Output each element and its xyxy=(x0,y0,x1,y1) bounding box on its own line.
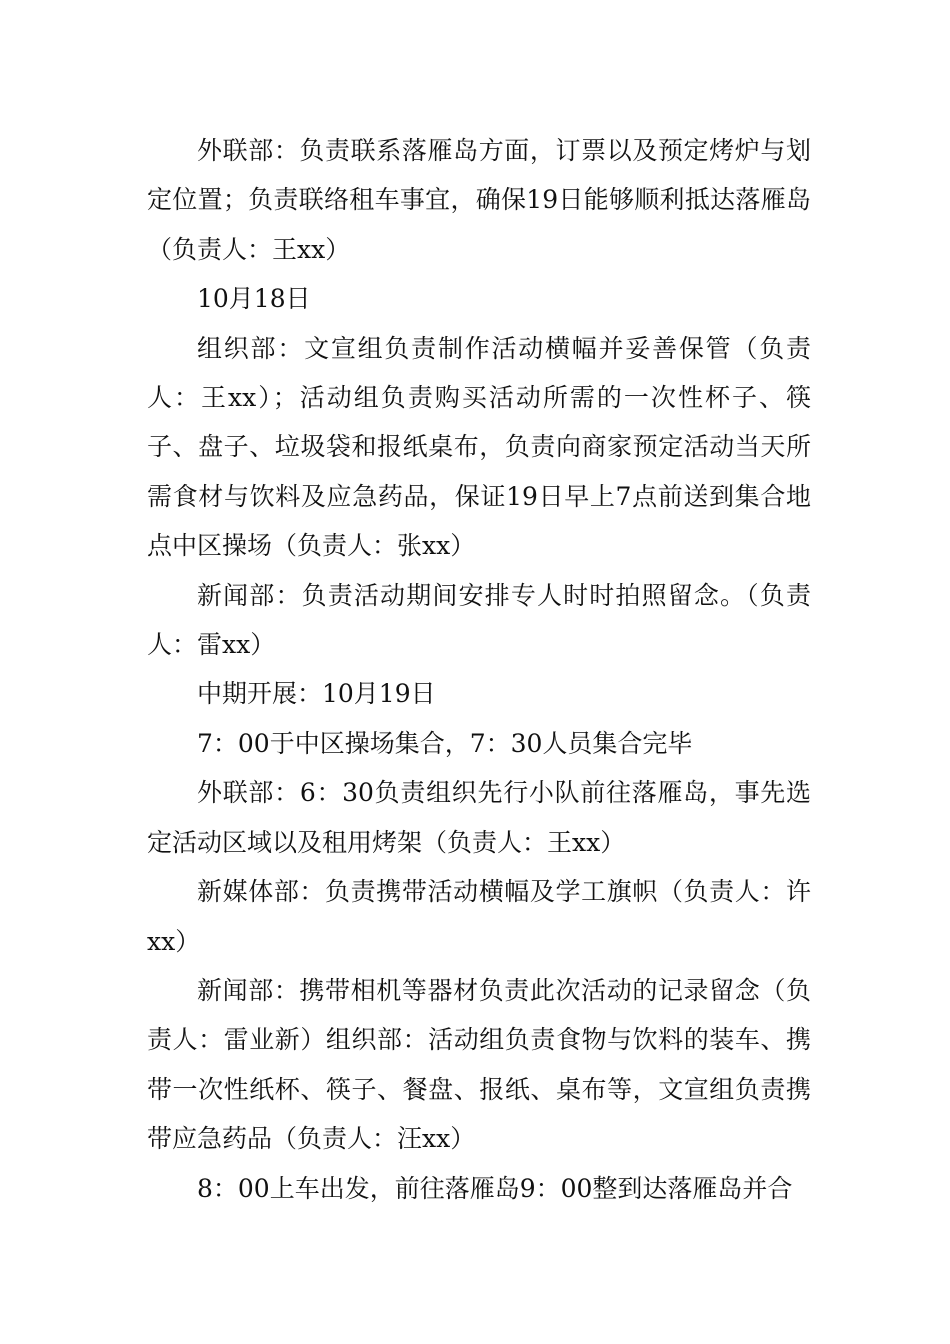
paragraph-date-oct-18: 10月18日 xyxy=(197,284,311,314)
paragraph-assembly-time: 7：00于中区操场集合，7：30人员集合完毕 xyxy=(197,728,693,758)
paragraph-departure: 8：00上车出发，前往落雁岛9：00整到达落雁岛并合 xyxy=(197,1173,793,1203)
document-body xyxy=(147,126,811,1213)
paragraph-organization-dept: 组织部：文宣组负责制作活动横幅并妥善保管（负责人：王xx）；活动组负责购买活动所需的一次性杯子、筷子、盘子、垃圾袋和报纸桌布，负责向商家预定活动当天所需食材与饮料及应急药品，保证19日早上7点前送到集合地点中区操场（负责人：张xx） xyxy=(147,333,811,561)
paragraph-outreach-dept: 外联部：负责联系落雁岛方面，订票以及预定烤炉与划定位置；负责联络租车事宜，确保19日能够顺利抵达落雁岛（负责人：王xx） xyxy=(147,136,811,264)
paragraph-mid-phase: 中期开展：10月19日 xyxy=(197,679,436,709)
paragraph-news-dept: 新闻部：负责活动期间安排专人时时拍照留念。（负责人：雷xx） xyxy=(147,580,811,660)
paragraph-outreach-advance-team: 外联部：6：30负责组织先行小队前往落雁岛，事先选定活动区域以及租用烤架（负责人：王xx） xyxy=(147,778,811,857)
paragraph-news-and-organization: 新闻部：携带相机等器材负责此次活动的记录留念（负责人：雷业新）组织部：活动组负责食物与饮料的装车、携带一次性纸杯、筷子、餐盘、报纸、桌布等，文宣组负责携带应急药品（负责人：汪xx） xyxy=(147,975,811,1154)
paragraph-new-media-dept: 新媒体部：负责携带活动横幅及学工旗帜（负责人：许xx） xyxy=(147,877,811,956)
